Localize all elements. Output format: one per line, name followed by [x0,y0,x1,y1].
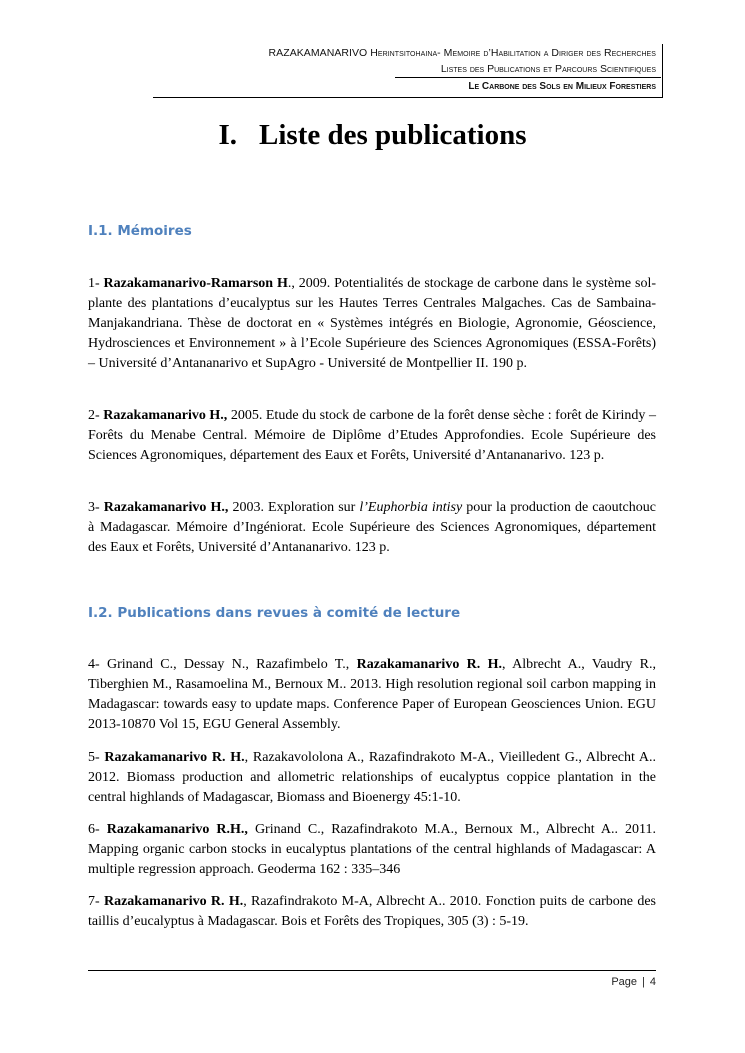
page-footer [611,976,656,988]
entry-author: Razakamanarivo R. H. [104,750,245,765]
page-number: 4 [649,976,656,988]
entry-text: , Albrecht A., Vaudry R., Tiberghien M., Rasamoelina M., Bernoux M.. 2013. High resolution regional soil carbon mapping in Madagascar: towards easy to update maps. Conference Paper of European Geosciences Union. EGU 2013-10870 Vol 15, EGU General Assembly. [88,657,656,733]
page-title [0,119,745,152]
publication-entry-7 [88,892,656,932]
header-topic-line: Le Carbone des Sols en Milieux Forestiers [468,81,656,92]
entry-text: , Razakavololona A., Razafindrakoto M-A., Vieilledent G., Albrecht A.. 2012. Biomass production and allometric relationships of eucalyptus coppice plantation in the central highlands of Madagascar, Biomass and Bioenergy 45:1-10. [88,750,656,806]
title-text: Liste des publications [259,119,527,151]
publication-entry-1 [88,274,656,374]
entry-prefix: 5- [88,750,105,765]
section-heading-peer-reviewed: I.2. Publications dans revues à comité de lecture [88,605,461,621]
entry-author: Razakamanarivo R. H. [103,894,244,909]
header-divider [395,77,661,78]
entry-text: , Razafindrakoto M-A, Albrecht A.. 2010. Fonction puits de carbone des taillis d’eucalyptus à Madagascar. Bois et Forêts des Tropiques, 305 (3) : 5-19. [88,894,656,930]
entry-author: Razakamanarivo H., [103,408,228,423]
page-separator: | [642,976,645,988]
entry-text: 2003. Exploration sur [228,500,360,515]
entry-text: Grinand C., Razafindrakoto M.A., Bernoux M., Albrecht A.. 2011. Mapping organic carbon stocks in eucalyptus plantations of the central highlands of Madagascar: A multiple regression approach. Geoderma 162 : 335–346 [88,822,656,878]
publication-entry-3 [88,498,656,558]
entry-text: pour la production de caoutchouc à Madagascar. Mémoire d’Ingéniorat. Ecole Supérieure des Sciences Agronomiques, département des Eaux et Forêts, Université d’Antananarivo. 123 p. [88,500,656,556]
header-side-rule [662,44,663,97]
header-bottom-rule [153,97,663,98]
entry-author: Razakamanarivo R. H. [356,657,503,672]
publication-entry-4 [88,655,656,735]
entry-prefix: 6- [88,822,107,837]
entry-species-name: l’Euphorbia intisy [359,500,463,515]
entry-prefix: 4- Grinand C., Dessay N., Razafimbelo T., [88,657,357,672]
entry-author: Razakamanarivo R.H., [106,822,248,837]
entry-text: 2005. Etude du stock de carbone de la forêt dense sèche : forêt de Kirindy – Forêts du Menabe Central. Mémoire de Diplôme d’Etudes Approfondies. Ecole Supérieure des Sciences Agronomiques, département des Eaux et Forêts, Université d’Antananarivo. 123 p. [88,408,656,464]
title-number: I. [218,119,238,151]
entry-author: Razakamanarivo H., [103,500,229,515]
publication-entry-5 [88,748,656,808]
entry-prefix: 1- [88,276,104,291]
page-label: Page [611,976,638,988]
publication-entry-2 [88,406,656,466]
section-heading-memoires: I.1. Mémoires [88,223,192,239]
publication-entry-6 [88,820,656,880]
entry-author: Razakamanarivo-Ramarson H [103,276,288,291]
header-author-line: RAZAKAMANARIVO Herintsitohaina- Memoire d’Habilitation a Diriger des Recherches [268,47,656,59]
entry-prefix: 2- [88,408,104,423]
entry-prefix: 7- [88,894,104,909]
entry-prefix: 3- [88,500,104,515]
footer-rule [88,970,656,971]
header-subtitle-line: Listes des Publications et Parcours Scientifiques [440,63,656,75]
entry-text: ., 2009. Potentialités de stockage de carbone dans le système sol-plante des plantations d’eucalyptus sur les Hautes Terres Centrales Malgaches. Cas de Sambaina-Manjakandriana. Thèse de doctorat en « Systèmes intégrés en Biologie, Agronomie, Géoscience, Hydrosciences et Environnement » à l’Ecole Supérieure des Sciences Agronomiques (ESSA-Forêts) – Université d’Antananarivo et SupAgro - Université de Montpellier II. 190 p. [88,276,656,372]
